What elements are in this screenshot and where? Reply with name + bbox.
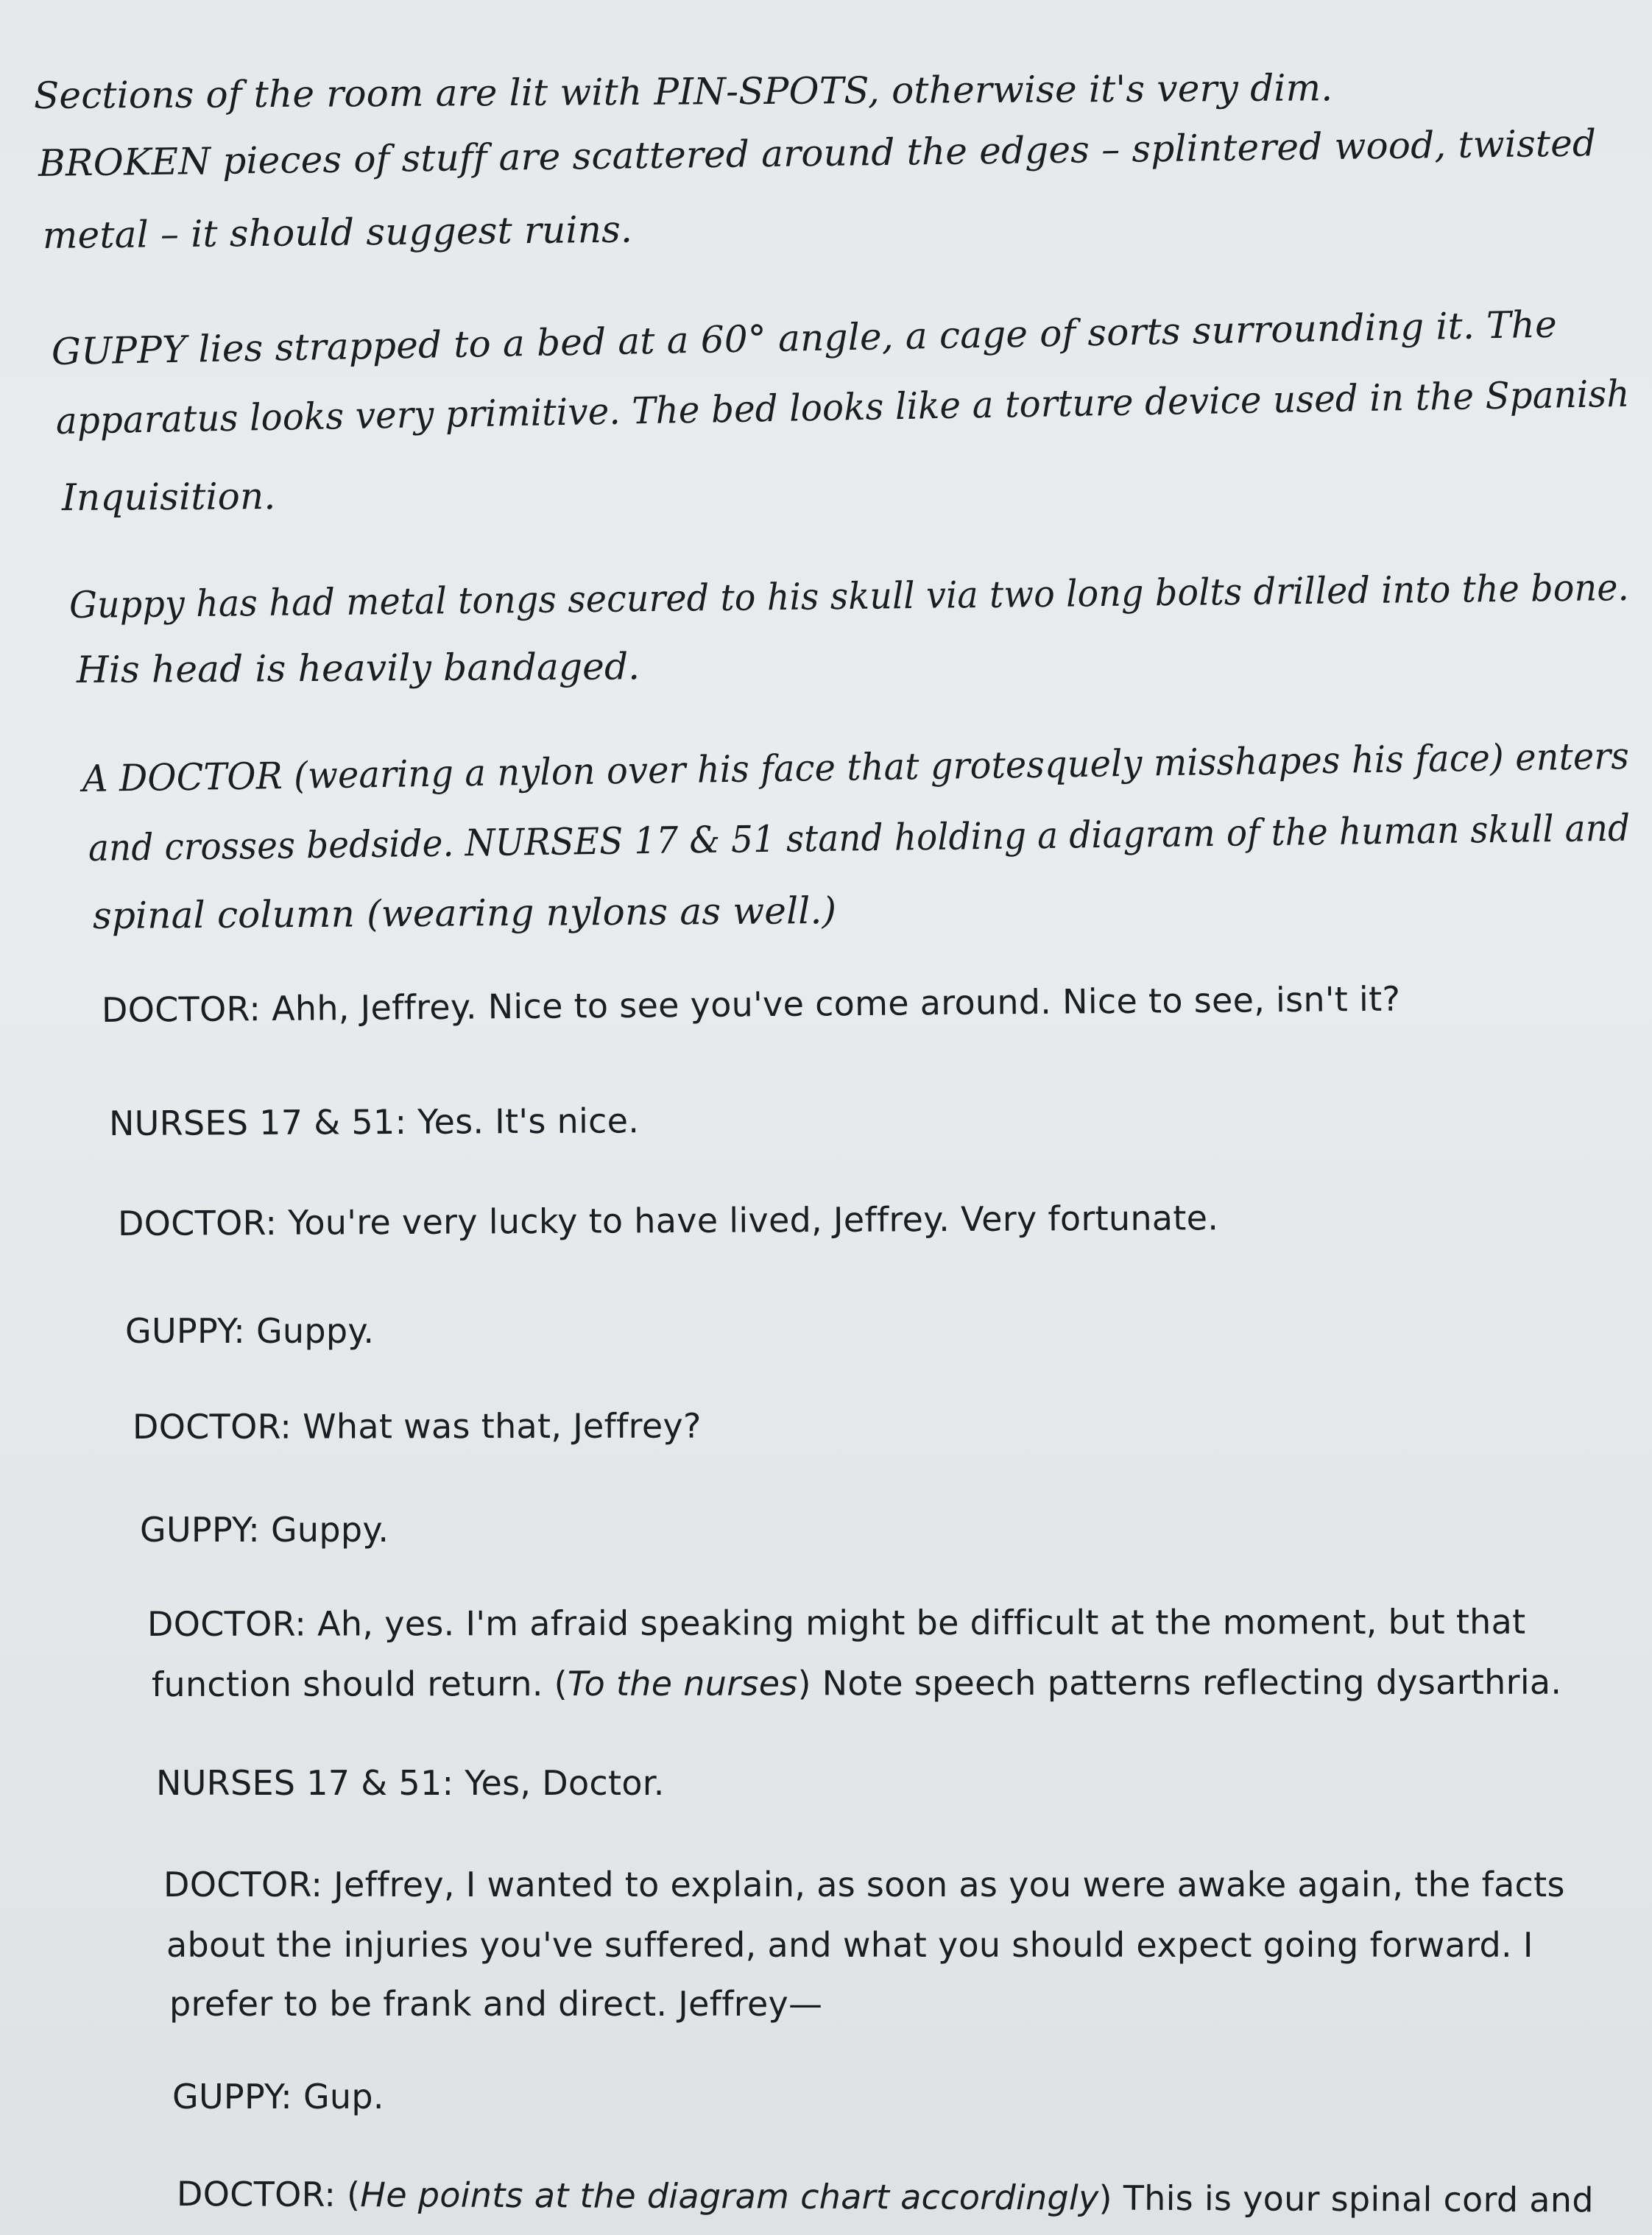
dialogue-line: DOCTOR: What was that, Jeffrey? [132, 1405, 702, 1447]
stage-direction-line: Inquisition. [61, 474, 276, 519]
dialogue-line [152, 1660, 1561, 1706]
dialogue-line [177, 2172, 1594, 2222]
dialogue-line: NURSES 17 & 51: Yes, Doctor. [156, 1763, 665, 1803]
dialogue-line: prefer to be frank and direct. Jeffrey— [169, 1984, 823, 2024]
stage-direction-line: His head is heavily bandaged. [76, 645, 640, 691]
dialogue-text: function should return. ( [151, 1664, 568, 1704]
dialogue-line: GUPPY: Guppy. [140, 1510, 389, 1550]
stage-direction-line: Guppy has had metal tongs secured to his skull via two long bolts drilled into the bone. [68, 565, 1630, 626]
stage-direction-line: and crosses bedside. NURSES 17 & 51 stand holding a diagram of the human skull and [88, 806, 1631, 869]
dialogue-text: DOCTOR: ( [176, 2174, 361, 2215]
stage-direction-line: apparatus looks very primitive. The bed looks like a torture device used in the Spanish [55, 372, 1631, 442]
stage-direction-line: GUPPY lies strapped to a bed at a 60° angle, a cage of sorts surrounding it. The [51, 303, 1558, 373]
dialogue-text: ) Note speech patterns reflecting dysarthria. [797, 1662, 1562, 1703]
dialogue-text: ) This is your spinal cord and [1098, 2178, 1594, 2220]
stage-direction-line: BROKEN pieces of stuff are scattered around the edges – splintered wood, twisted [38, 121, 1597, 185]
dialogue-line: DOCTOR: You're very lucky to have lived, Jeffrey. Very fortunate. [117, 1198, 1219, 1243]
dialogue-parenthetical: He points at the diagram chart accordingly [360, 2175, 1099, 2218]
dialogue-line: about the injuries you've suffered, and what you should expect going forward. I [166, 1925, 1533, 1965]
dialogue-line: GUPPY: Gup. [172, 2077, 384, 2116]
dialogue-line: DOCTOR: Ah, yes. I'm afraid speaking might be difficult at the moment, but that [147, 1601, 1526, 1644]
dialogue-line: GUPPY: Guppy. [125, 1311, 375, 1351]
stage-direction-line: spinal column (wearing nylons as well.) [92, 889, 837, 937]
dialogue-line: NURSES 17 & 51: Yes. It's nice. [108, 1101, 640, 1143]
stage-direction-line: A DOCTOR (wearing a nylon over his face that grotesquely misshapes his face) enters [82, 734, 1630, 800]
stage-direction-line: Sections of the room are lit with PIN-SPOTS, otherwise it's very dim. [33, 66, 1333, 117]
dialogue-line: DOCTOR: Ahh, Jeffrey. Nice to see you've come around. Nice to see, isn't it? [101, 978, 1401, 1030]
dialogue-parenthetical: To the nurses [567, 1663, 798, 1704]
stage-direction-line: metal – it should suggest ruins. [42, 208, 633, 257]
dialogue-line: DOCTOR: Jeffrey, I wanted to explain, as soon as you were awake again, the facts [163, 1865, 1565, 1904]
